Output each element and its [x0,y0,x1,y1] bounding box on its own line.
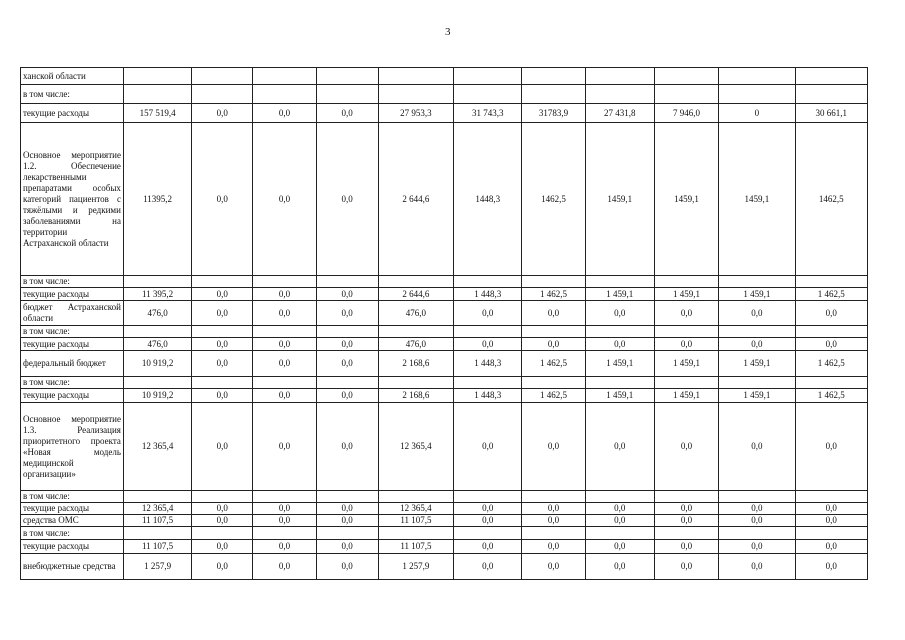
value-cell [454,68,522,85]
value-cell [316,491,378,503]
value-cell [253,527,316,540]
value-cell: 0,0 [253,389,316,403]
value-cell [192,527,253,540]
value-cell [253,85,316,104]
value-cell [192,85,253,104]
table-body [21,68,868,580]
value-cell [522,527,585,540]
value-cell: 11 107,5 [378,540,453,554]
value-cell: 1 459,1 [585,351,654,377]
value-cell: 0,0 [585,554,654,580]
value-cell: 1 462,5 [795,351,867,377]
value-cell: 1 462,5 [522,389,585,403]
value-cell: 0,0 [253,554,316,580]
table-row [21,389,868,403]
table-row [21,104,868,123]
value-cell: 1 459,1 [654,288,718,301]
value-cell [192,68,253,85]
value-cell: 0,0 [585,503,654,515]
value-cell [654,377,718,389]
value-cell: 0,0 [316,338,378,351]
table-row [21,377,868,389]
value-cell: 11 107,5 [123,540,191,554]
table-row [21,403,868,491]
value-cell [654,85,718,104]
value-cell: 0,0 [192,554,253,580]
value-cell: 0,0 [719,515,795,527]
value-cell: 2 644,6 [378,123,453,276]
value-cell: 0,0 [795,403,867,491]
value-cell: 476,0 [123,301,191,326]
value-cell [795,491,867,503]
value-cell: 1 448,3 [454,351,522,377]
value-cell: 0,0 [192,351,253,377]
value-cell: 2 644,6 [378,288,453,301]
value-cell: 0,0 [192,104,253,123]
value-cell: 0,0 [719,503,795,515]
row-label: Основное мероприятие 1.3. Реализация приоритетного проекта «Новая модель медицинской организации» [21,403,124,491]
value-cell [378,276,453,288]
row-label: текущие расходы [21,338,124,351]
value-cell [654,68,718,85]
value-cell [123,68,191,85]
value-cell: 12 365,4 [123,503,191,515]
value-cell [522,326,585,338]
value-cell: 0,0 [316,351,378,377]
value-cell [192,491,253,503]
table-row [21,301,868,326]
value-cell [522,85,585,104]
value-cell [316,377,378,389]
value-cell: 0,0 [795,540,867,554]
row-label: Основное мероприятие 1.2. Обеспечение лекарственными препаратами особых категорий пациентов с тяжёлыми и редкими заболеваниями на территории Астраханской области [21,123,124,276]
value-cell: 0,0 [192,338,253,351]
value-cell: 1459,1 [585,123,654,276]
value-cell: 1 448,3 [454,389,522,403]
value-cell: 2 168,6 [378,351,453,377]
value-cell: 0,0 [192,540,253,554]
value-cell [192,377,253,389]
value-cell: 0,0 [192,403,253,491]
table-row [21,503,868,515]
value-cell [253,326,316,338]
value-cell [316,527,378,540]
value-cell [253,276,316,288]
value-cell: 27 953,3 [378,104,453,123]
value-cell: 1 257,9 [123,554,191,580]
row-label: текущие расходы [21,104,124,123]
value-cell [316,276,378,288]
row-label: бюджет Астраханской области [21,301,124,326]
value-cell [795,377,867,389]
value-cell: 30 661,1 [795,104,867,123]
value-cell [585,377,654,389]
value-cell: 0,0 [253,351,316,377]
value-cell [795,527,867,540]
value-cell: 1 257,9 [378,554,453,580]
value-cell [378,377,453,389]
value-cell [522,377,585,389]
value-cell: 0,0 [522,554,585,580]
value-cell: 0,0 [192,389,253,403]
value-cell [378,527,453,540]
row-label: в том числе: [21,276,124,288]
value-cell: 1462,5 [522,123,585,276]
value-cell: 7 946,0 [654,104,718,123]
value-cell: 0,0 [316,288,378,301]
value-cell [585,68,654,85]
value-cell [123,276,191,288]
value-cell: 0,0 [795,301,867,326]
value-cell [795,85,867,104]
page-number: 3 [445,26,451,38]
value-cell: 0,0 [192,503,253,515]
value-cell: 0,0 [522,515,585,527]
value-cell: 0,0 [192,515,253,527]
value-cell [719,527,795,540]
value-cell: 1 459,1 [719,351,795,377]
value-cell: 0,0 [316,515,378,527]
value-cell: 0,0 [253,338,316,351]
row-label: в том числе: [21,491,124,503]
value-cell: 0,0 [454,301,522,326]
value-cell: 0,0 [522,403,585,491]
value-cell [192,276,253,288]
value-cell: 0,0 [654,503,718,515]
value-cell [316,85,378,104]
value-cell: 1 459,1 [585,288,654,301]
value-cell: 0,0 [719,338,795,351]
value-cell: 1459,1 [719,123,795,276]
value-cell: 11395,2 [123,123,191,276]
value-cell: 0,0 [654,301,718,326]
value-cell: 0,0 [316,389,378,403]
value-cell [719,326,795,338]
value-cell [719,491,795,503]
value-cell: 31783,9 [522,104,585,123]
value-cell: 0,0 [253,301,316,326]
value-cell [378,326,453,338]
value-cell: 0,0 [585,540,654,554]
value-cell: 1462,5 [795,123,867,276]
value-cell [719,276,795,288]
value-cell: 0,0 [192,123,253,276]
value-cell: 0,0 [454,403,522,491]
value-cell: 0,0 [192,301,253,326]
table-row [21,554,868,580]
value-cell [378,85,453,104]
value-cell [795,68,867,85]
budget-table [20,67,868,580]
row-label: текущие расходы [21,389,124,403]
value-cell: 0 [719,104,795,123]
value-cell [654,491,718,503]
value-cell: 476,0 [378,301,453,326]
table-row [21,276,868,288]
value-cell: 0,0 [454,540,522,554]
value-cell: 1 459,1 [654,389,718,403]
row-label: текущие расходы [21,503,124,515]
value-cell: 0,0 [316,554,378,580]
value-cell: 31 743,3 [454,104,522,123]
row-label: средства ОМС [21,515,124,527]
table-row [21,338,868,351]
value-cell: 0,0 [253,503,316,515]
value-cell [795,326,867,338]
value-cell: 0,0 [795,503,867,515]
value-cell: 0,0 [454,515,522,527]
value-cell [253,68,316,85]
value-cell: 1 459,1 [719,389,795,403]
value-cell: 1 462,5 [522,351,585,377]
value-cell: 0,0 [719,554,795,580]
value-cell [454,276,522,288]
value-cell [123,326,191,338]
table-row [21,491,868,503]
row-label: в том числе: [21,326,124,338]
table-row [21,527,868,540]
value-cell: 0,0 [522,338,585,351]
value-cell: 1 448,3 [454,288,522,301]
row-label: федеральный бюджет [21,351,124,377]
value-cell [123,85,191,104]
value-cell [123,491,191,503]
value-cell: 11 107,5 [378,515,453,527]
value-cell: 0,0 [316,104,378,123]
value-cell: 157 519,4 [123,104,191,123]
value-cell: 0,0 [316,301,378,326]
value-cell: 11 107,5 [123,515,191,527]
value-cell: 12 365,4 [123,403,191,491]
value-cell [522,276,585,288]
value-cell: 1 462,5 [795,288,867,301]
value-cell: 0,0 [795,338,867,351]
value-cell: 0,0 [654,338,718,351]
table-row [21,540,868,554]
value-cell [795,276,867,288]
table-row [21,85,868,104]
value-cell [454,326,522,338]
table-row [21,288,868,301]
value-cell: 0,0 [253,288,316,301]
row-label: в том числе: [21,85,124,104]
value-cell: 0,0 [316,403,378,491]
value-cell [454,377,522,389]
value-cell: 0,0 [719,403,795,491]
value-cell [192,326,253,338]
value-cell: 0,0 [795,554,867,580]
value-cell: 0,0 [454,554,522,580]
value-cell: 27 431,8 [585,104,654,123]
table-row [21,351,868,377]
value-cell [378,491,453,503]
value-cell: 12 365,4 [378,503,453,515]
value-cell: 10 919,2 [123,389,191,403]
value-cell: 0,0 [522,540,585,554]
value-cell: 1 459,1 [654,351,718,377]
value-cell [585,85,654,104]
value-cell: 2 168,6 [378,389,453,403]
row-label: в том числе: [21,377,124,389]
value-cell: 0,0 [454,503,522,515]
value-cell: 476,0 [378,338,453,351]
row-label: текущие расходы [21,540,124,554]
value-cell: 1 462,5 [795,389,867,403]
value-cell [123,377,191,389]
row-label: в том числе: [21,527,124,540]
value-cell [654,326,718,338]
value-cell: 0,0 [654,515,718,527]
value-cell [316,326,378,338]
value-cell: 476,0 [123,338,191,351]
value-cell: 0,0 [316,123,378,276]
value-cell: 1459,1 [654,123,718,276]
value-cell: 0,0 [253,403,316,491]
value-cell: 0,0 [654,554,718,580]
table-row [21,123,868,276]
value-cell: 0,0 [316,540,378,554]
value-cell [253,377,316,389]
table-row [21,326,868,338]
value-cell [719,377,795,389]
value-cell: 0,0 [253,104,316,123]
value-cell [522,491,585,503]
value-cell: 0,0 [719,540,795,554]
value-cell: 11 395,2 [123,288,191,301]
row-label: текущие расходы [21,288,124,301]
value-cell [123,527,191,540]
value-cell: 0,0 [316,503,378,515]
value-cell [454,491,522,503]
value-cell: 0,0 [585,403,654,491]
value-cell: 0,0 [253,123,316,276]
value-cell: 0,0 [522,503,585,515]
value-cell [585,276,654,288]
row-label: внебюджетные средства [21,554,124,580]
value-cell: 1 459,1 [719,288,795,301]
value-cell: 0,0 [654,403,718,491]
value-cell: 0,0 [454,338,522,351]
value-cell [719,85,795,104]
value-cell: 0,0 [585,301,654,326]
row-label: ханской области [21,68,124,85]
value-cell: 1 459,1 [585,389,654,403]
value-cell [454,85,522,104]
value-cell: 0,0 [522,301,585,326]
value-cell [253,491,316,503]
value-cell [654,276,718,288]
value-cell [585,527,654,540]
table-row [21,68,868,85]
table-row [21,515,868,527]
value-cell [719,68,795,85]
value-cell [585,491,654,503]
value-cell: 0,0 [585,338,654,351]
value-cell: 0,0 [719,301,795,326]
value-cell: 0,0 [585,515,654,527]
value-cell: 10 919,2 [123,351,191,377]
value-cell: 12 365,4 [378,403,453,491]
value-cell [316,68,378,85]
value-cell [378,68,453,85]
value-cell: 0,0 [795,515,867,527]
value-cell [454,527,522,540]
value-cell: 1448,3 [454,123,522,276]
value-cell: 0,0 [192,288,253,301]
value-cell [585,326,654,338]
value-cell: 0,0 [253,515,316,527]
value-cell: 0,0 [654,540,718,554]
value-cell: 1 462,5 [522,288,585,301]
value-cell [654,527,718,540]
value-cell [522,68,585,85]
value-cell: 0,0 [253,540,316,554]
